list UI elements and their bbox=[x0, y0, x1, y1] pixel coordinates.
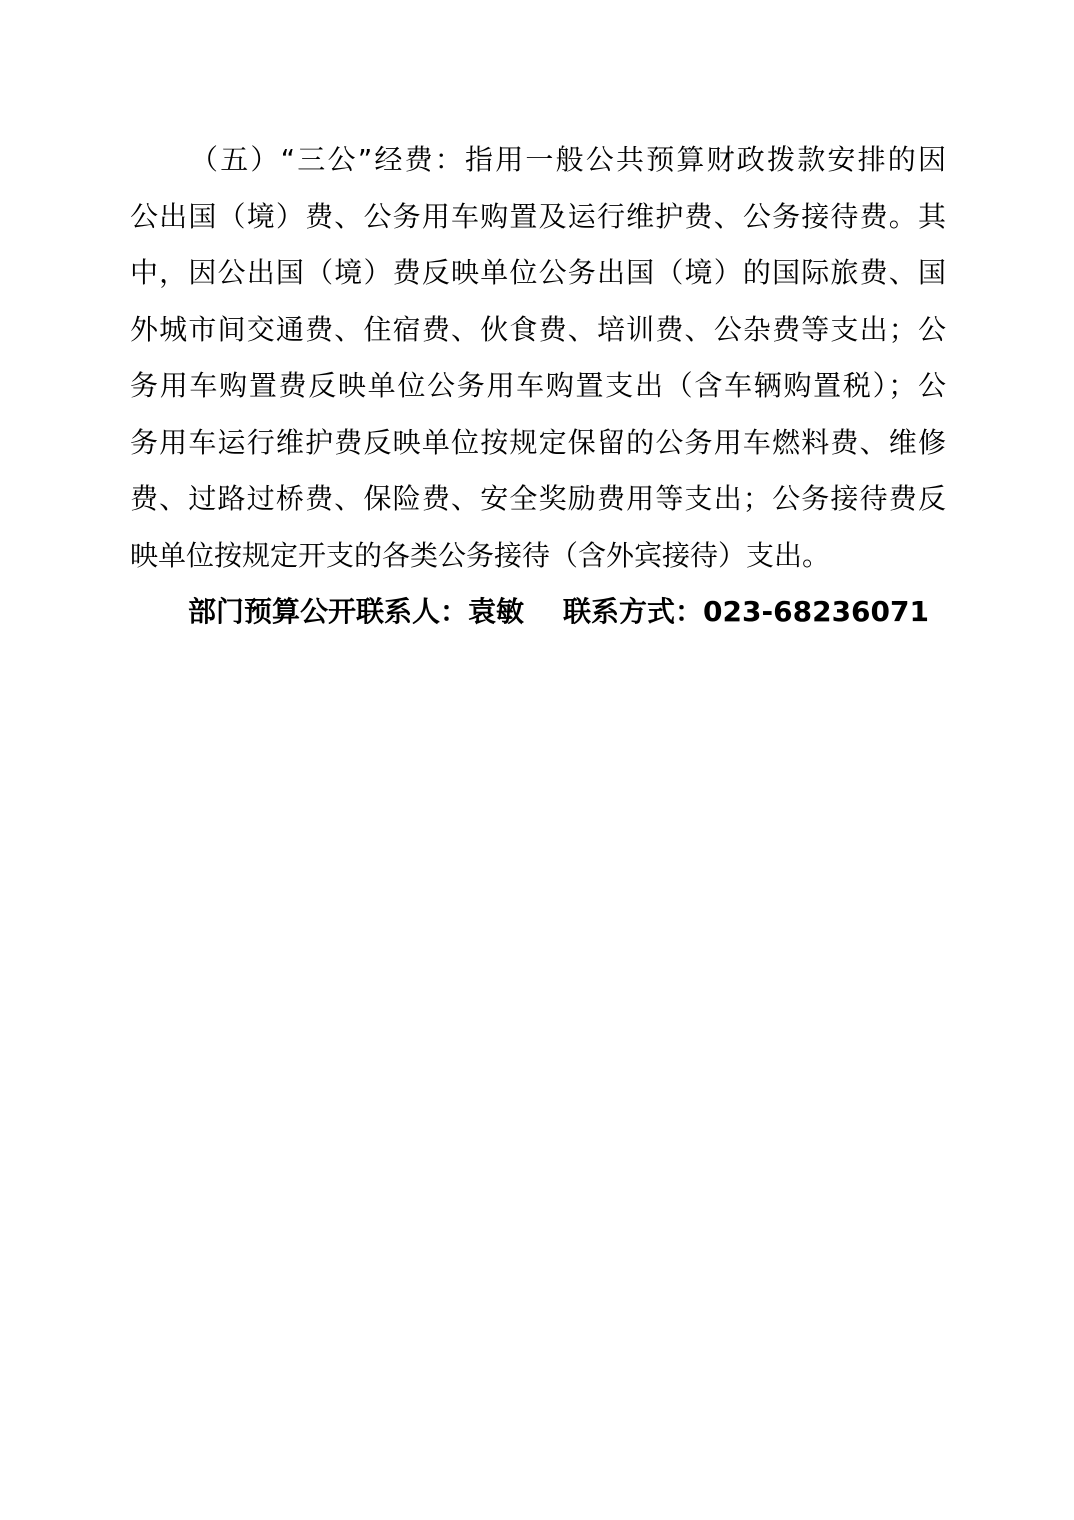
paragraph-line: 费、过路过桥费、保险费、安全奖励费用等支出；公务接待费反 bbox=[130, 482, 946, 515]
contact-phone-label: 联系方式： bbox=[563, 595, 704, 628]
budget-contact-line bbox=[188, 584, 929, 640]
paragraph-line: 务用车购置费反映单位公务用车购置支出（含车辆购置税）；公 bbox=[130, 369, 946, 402]
contact-spacer bbox=[524, 595, 563, 628]
paragraph-line: 映单位按规定开支的各类公务接待（含外宾接待）支出。 bbox=[130, 538, 831, 572]
three-public-expenses-paragraph bbox=[130, 132, 946, 584]
paragraph-line: 中，因公出国（境）费反映单位公务出国（境）的国际旅费、国 bbox=[130, 256, 946, 289]
contact-person-name: 袁敏 bbox=[468, 595, 525, 628]
paragraph-line: 务用车运行维护费反映单位按规定保留的公务用车燃料费、维修 bbox=[130, 425, 946, 459]
contact-person-label: 部门预算公开联系人： bbox=[188, 595, 469, 628]
contact-phone-number: 023-68236071 bbox=[703, 595, 929, 628]
paragraph-line: （五）“三公”经费：指用一般公共预算财政拨款安排的因 bbox=[190, 143, 946, 176]
paragraph-line: 公出国（境）费、公务用车购置及运行维护费、公务接待费。其 bbox=[130, 199, 946, 233]
paragraph-line: 外城市间交通费、住宿费、伙食费、培训费、公杂费等支出；公 bbox=[130, 312, 946, 346]
